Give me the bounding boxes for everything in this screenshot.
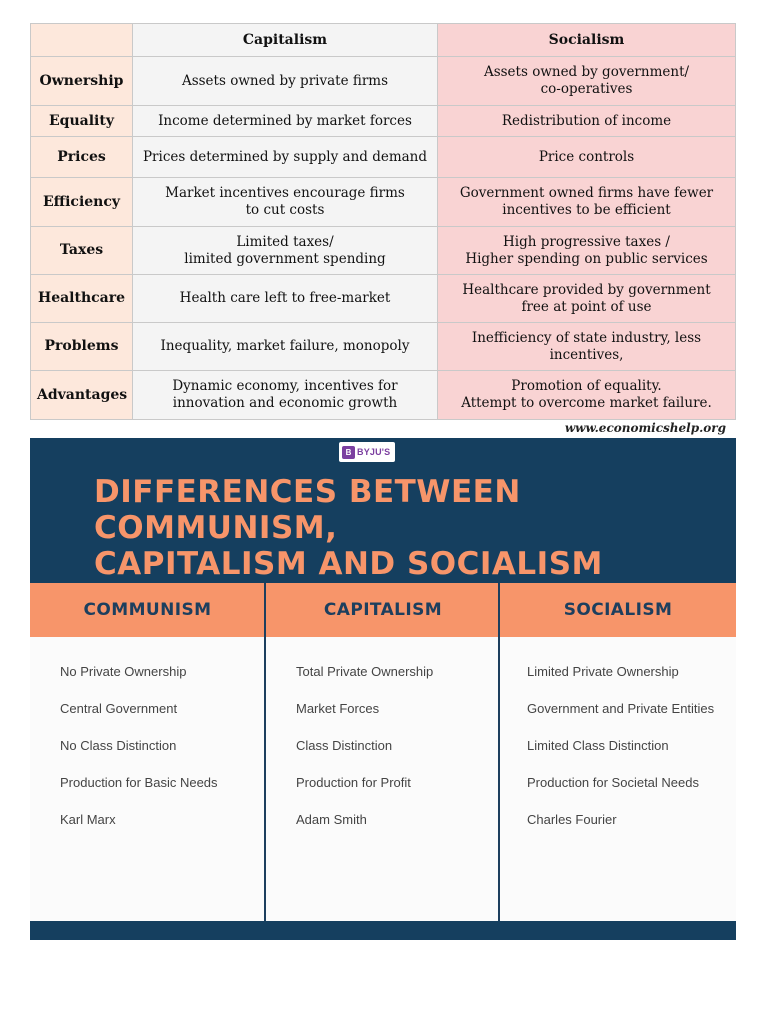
header-capitalism: Capitalism [133,24,438,57]
list-item: No Private Ownership [60,664,187,679]
list-item: Karl Marx [60,812,116,827]
socialism-cell: Assets owned by government/ co-operatives [438,57,736,106]
heading-socialism: SOCIALISM [563,600,673,620]
list-item: Production for Basic Needs [60,775,218,790]
row-label: Prices [31,137,133,178]
capitalism-cell: Health care left to free-market [133,275,438,323]
list-item: Production for Societal Needs [527,775,699,790]
list-item: Adam Smith [296,812,367,827]
row-label: Problems [31,323,133,371]
table-row [31,323,736,371]
source-credit: www.economicshelp.org [564,421,726,435]
byjus-logo-icon: B [342,446,355,459]
capitalism-list [296,663,496,848]
capitalism-cell: Dynamic economy, incentives for innovation and economic growth [133,371,438,420]
list-item: Limited Class Distinction [527,738,669,753]
byjus-logo-text: BYJU'S [357,447,391,457]
row-label: Ownership [31,57,133,106]
table-row [31,106,736,137]
byjus-logo [339,442,395,462]
table-row [31,371,736,420]
capitalism-cell: Market incentives encourage firms to cut costs [133,178,438,227]
heading-communism: COMMUNISM [83,600,212,620]
row-label: Equality [31,106,133,137]
row-label: Taxes [31,227,133,275]
capitalism-cell: Income determined by market forces [133,106,438,137]
list-item: Government and Private Entities [527,701,715,716]
socialism-cell: High progressive taxes / Higher spending on public services [438,227,736,275]
list-item: Production for Profit [296,775,411,790]
column-divider [264,583,266,921]
infographic-footer-bar [30,921,736,940]
capitalism-cell: Prices determined by supply and demand [133,137,438,178]
comparison-table [30,23,736,420]
capitalism-cell: Inequality, market failure, monopoly [133,323,438,371]
list-item: Limited Private Ownership [527,664,679,679]
socialism-cell: Promotion of equality. Attempt to overcome market failure. [438,371,736,420]
heading-capitalism: CAPITALISM [323,600,443,620]
header-empty-cell [31,24,133,57]
row-label: Advantages [31,371,133,420]
list-item: Central Government [60,701,178,716]
column-divider [498,583,500,921]
table-row [31,178,736,227]
capitalism-cell: Assets owned by private firms [133,57,438,106]
capitalism-cell: Limited taxes/ limited government spending [133,227,438,275]
communism-list [60,663,260,848]
table-row [31,137,736,178]
socialism-cell: Healthcare provided by government free at point of use [438,275,736,323]
socialism-list [527,663,732,848]
infographic-title: DIFFERENCES BETWEEN COMMUNISM, CAPITALISM AND SOCIALISM [94,474,603,582]
infographic-header [30,438,736,583]
table-row [31,275,736,323]
infographic [30,438,736,940]
socialism-cell: Price controls [438,137,736,178]
table-row [31,227,736,275]
table-header-row [31,24,736,57]
row-label: Efficiency [31,178,133,227]
list-item: Total Private Ownership [296,664,434,679]
socialism-cell: Redistribution of income [438,106,736,137]
list-item: Charles Fourier [527,812,617,827]
table-row [31,57,736,106]
list-item: Class Distinction [296,738,393,753]
socialism-cell: Inefficiency of state industry, less incentives, [438,323,736,371]
header-socialism: Socialism [438,24,736,57]
row-label: Healthcare [31,275,133,323]
socialism-cell: Government owned firms have fewer incentives to be efficient [438,178,736,227]
list-item: Market Forces [296,701,380,716]
list-item: No Class Distinction [60,738,177,753]
column-heading-bar [30,583,736,637]
